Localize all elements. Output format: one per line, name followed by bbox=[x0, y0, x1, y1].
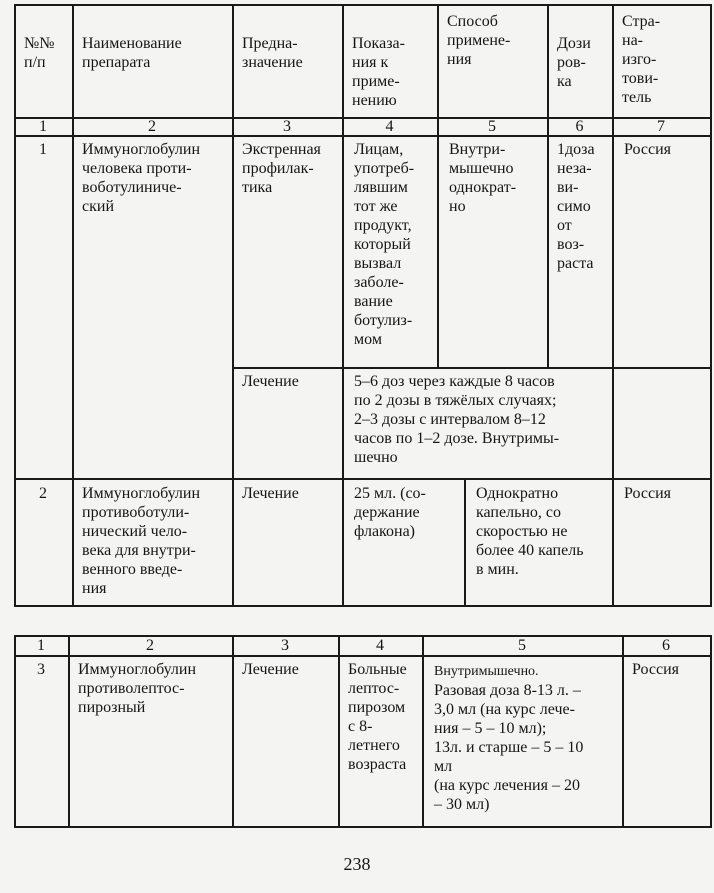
rule bbox=[72, 4, 74, 607]
header-number: №№ п/п bbox=[24, 35, 55, 71]
rule bbox=[710, 4, 712, 607]
country: Россия bbox=[624, 485, 672, 502]
country: Россия bbox=[624, 141, 672, 158]
column-number: 6 bbox=[575, 118, 584, 135]
row-number: 3 bbox=[37, 661, 45, 678]
rule bbox=[232, 635, 234, 828]
header-indications: Показа- ния к приме- нению bbox=[352, 35, 405, 109]
row-number: 2 bbox=[39, 485, 47, 502]
method: Однократно капельно, со скоростью не более 40 капель в мин. bbox=[476, 485, 584, 578]
page-number: 238 bbox=[343, 854, 371, 874]
purpose: Лечение bbox=[242, 485, 299, 502]
column-number: 3 bbox=[281, 637, 289, 654]
rule bbox=[14, 478, 712, 480]
header-method: Способ примене- ния bbox=[447, 13, 511, 68]
purpose: Экстренная профилак- тика bbox=[242, 141, 321, 196]
indications: Лицам, употреб- лявшим тот же продукт, который вызвал заболе- вание ботулиз- мом bbox=[354, 141, 415, 348]
column-number: 5 bbox=[518, 637, 526, 654]
indications: Больные лептос- пирозом с 8- летнего возраста bbox=[348, 661, 407, 773]
header-drug-name: Наименование препарата bbox=[82, 35, 182, 71]
method: Разовая доза 8-13 л. – 3,0 мл (на курс лече- ния – 5 – 10 мл); 13л. и старше – 5 – 10 мл (на курс лечения – 20 – 30 мл) bbox=[434, 682, 584, 813]
rule bbox=[710, 635, 712, 828]
column-number: 2 bbox=[148, 118, 156, 135]
purpose-treatment: Лечение bbox=[242, 373, 299, 390]
column-number: 2 bbox=[146, 637, 154, 654]
column-number: 1 bbox=[37, 637, 45, 654]
column-number: 1 bbox=[39, 118, 47, 135]
rule bbox=[232, 367, 712, 369]
row-number: 1 bbox=[39, 141, 47, 158]
column-number: 4 bbox=[385, 118, 394, 135]
rule bbox=[14, 826, 712, 828]
rule bbox=[14, 605, 712, 607]
rule bbox=[464, 478, 466, 607]
column-number: 3 bbox=[283, 118, 291, 135]
header-dose: Дози ров- ка bbox=[557, 35, 591, 90]
header-purpose: Предна- значение bbox=[242, 35, 303, 71]
rule bbox=[622, 635, 624, 828]
rule bbox=[338, 635, 340, 828]
drug-name: Иммуноглобулин противоботули- нический чело- века для внутри- венного введе- ния bbox=[82, 485, 201, 597]
column-number: 6 bbox=[662, 637, 670, 654]
column-number: 5 bbox=[488, 118, 496, 135]
rule bbox=[547, 4, 549, 369]
purpose: Лечение bbox=[242, 661, 299, 678]
method: Внутри- мышечно однократ- но bbox=[449, 141, 517, 215]
rule bbox=[342, 4, 344, 607]
column-number: 4 bbox=[376, 637, 384, 654]
rule bbox=[14, 655, 712, 657]
rule bbox=[14, 4, 712, 6]
country: Россия bbox=[632, 661, 680, 678]
drug-name: Иммуноглобулин человека проти- воботулиниче- ский bbox=[82, 141, 201, 215]
treatment-regimen: 5–6 доз через каждые 8 часов по 2 дозы в тяжёлых случаях; 2–3 дозы с интервалом 8–12 часов по 1–2 дозе. Внутримы- шечно bbox=[354, 373, 560, 466]
rule bbox=[232, 4, 234, 607]
method-heading: Внутримышечно. bbox=[434, 664, 539, 679]
column-number: 7 bbox=[657, 118, 665, 135]
rule bbox=[612, 4, 614, 607]
indications: 25 мл. (со- держание флакона) bbox=[354, 485, 426, 540]
rule bbox=[422, 635, 424, 828]
rule bbox=[14, 4, 16, 607]
rule bbox=[68, 635, 70, 828]
drug-name: Иммуноглобулин противолептос- пирозный bbox=[78, 661, 197, 716]
header-country: Стра- на- изго- тови- тель bbox=[622, 13, 661, 106]
dose: 1доза неза- ви- симо от воз- раста bbox=[557, 141, 595, 272]
